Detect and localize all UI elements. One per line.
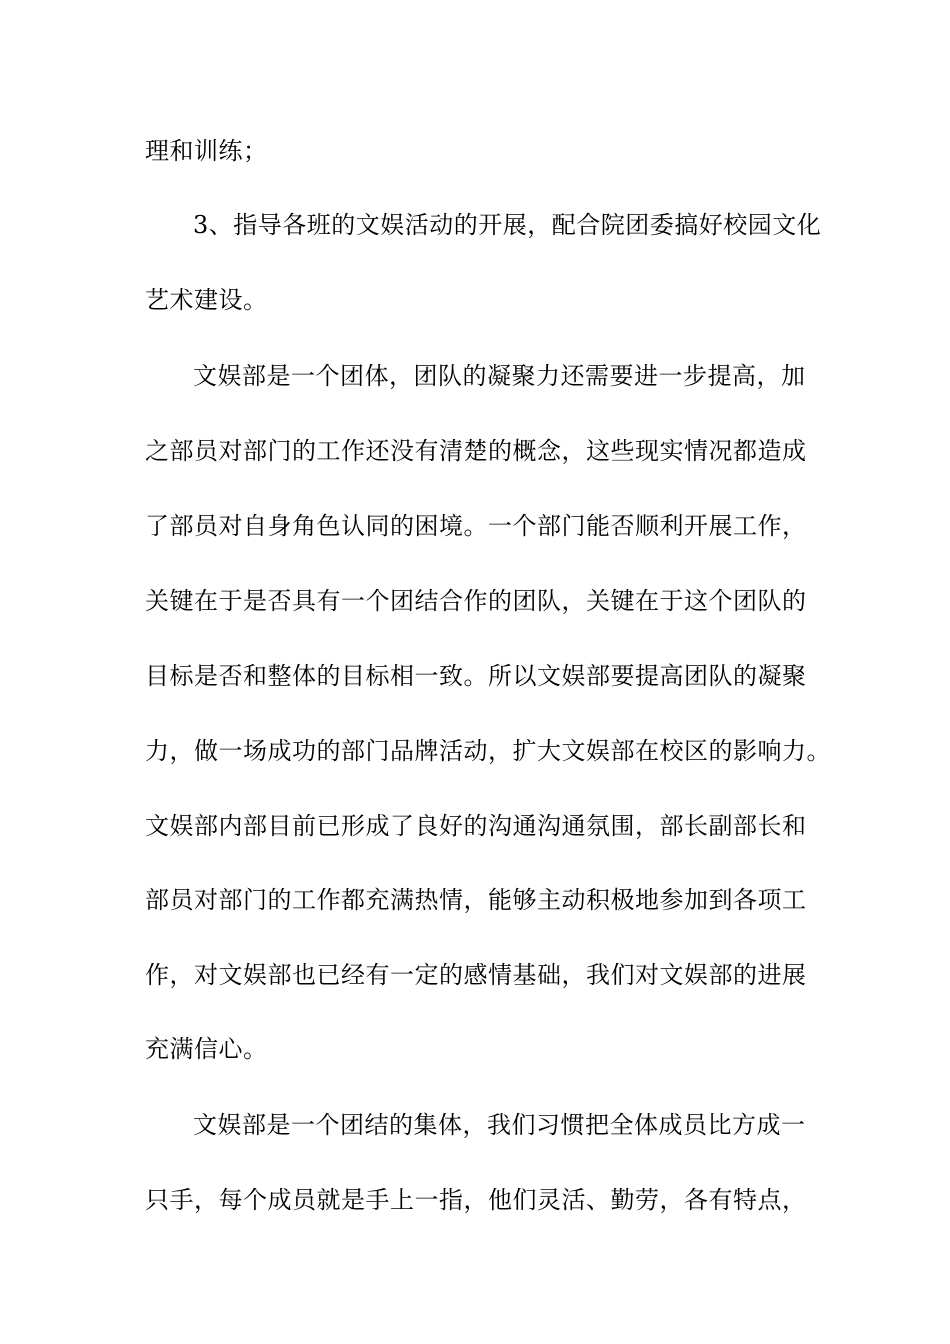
text-line: 力，做一场成功的部门品牌活动，扩大文娱部在校区的影响力。 xyxy=(145,737,831,765)
text-line: 作，对文娱部也已经有一定的感情基础，我们对文娱部的进展 xyxy=(145,961,807,989)
text-line: 部员对部门的工作都充满热情，能够主动积极地参加到各项工 xyxy=(145,886,807,914)
text-line: 关键在于是否具有一个团结合作的团队，关键在于这个团队的 xyxy=(145,587,807,615)
text-line: 3、指导各班的文娱活动的开展，配合院团委搞好校园文化 xyxy=(193,211,822,239)
text-line: 充满信心。 xyxy=(145,1035,268,1063)
text-line: 之部员对部门的工作还没有清楚的概念，这些现实情况都造成 xyxy=(145,437,807,465)
text-line: 只手，每个成员就是手上一指，他们灵活、勤劳，各有特点， xyxy=(145,1186,807,1214)
text-line: 艺术建设。 xyxy=(145,286,268,314)
text-line: 文娱部是一个团体，团队的凝聚力还需要进一步提高，加 xyxy=(193,362,806,390)
text-line: 文娱部是一个团结的集体，我们习惯把全体成员比方成一 xyxy=(193,1111,806,1139)
text-line: 目标是否和整体的目标相一致。所以文娱部要提高团队的凝聚 xyxy=(145,662,807,690)
text-line: 文娱部内部目前已形成了良好的沟通沟通氛围，部长副部长和 xyxy=(145,812,807,840)
text-line: 理和训练； xyxy=(145,137,268,165)
text-line: 了部员对自身角色认同的困境。一个部门能否顺利开展工作， xyxy=(145,512,807,540)
